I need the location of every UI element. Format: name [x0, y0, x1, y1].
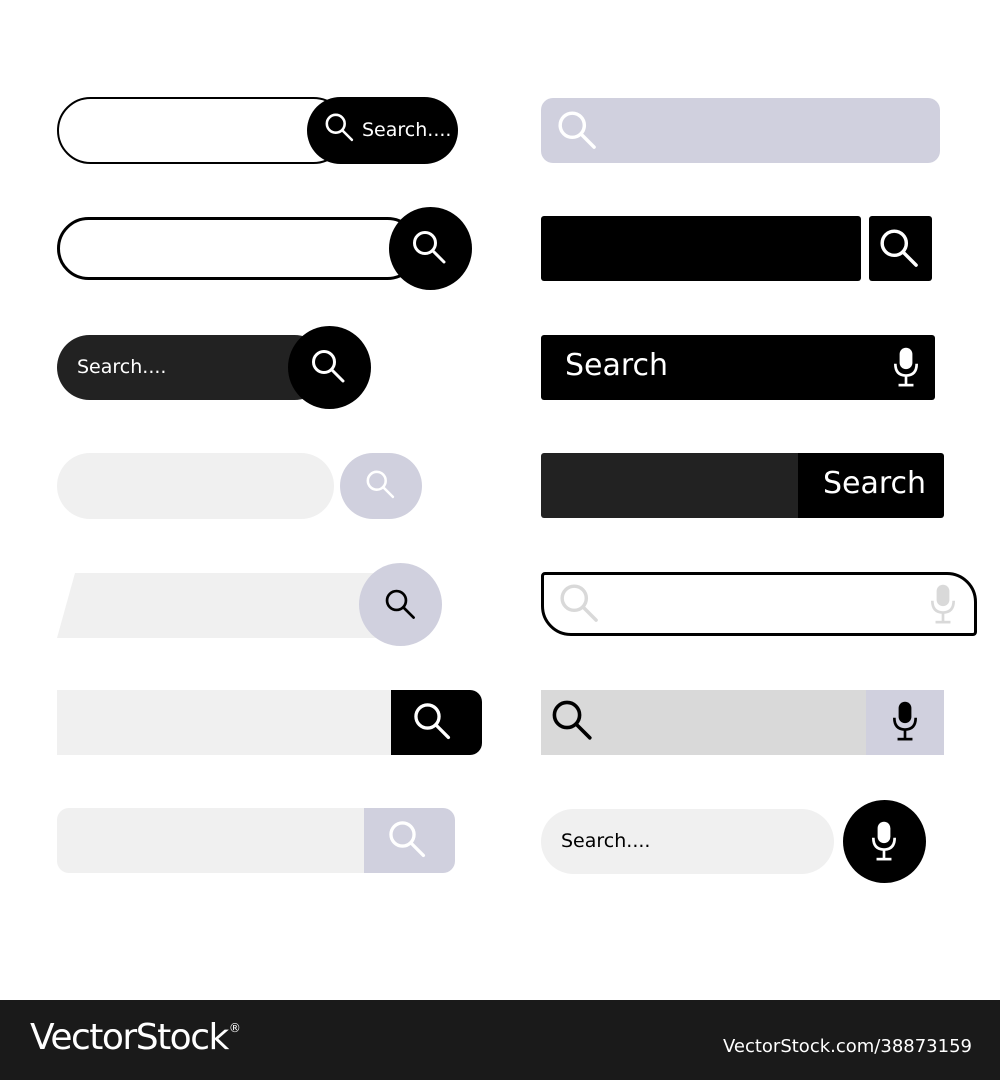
watermark-footer — [0, 1000, 1000, 1080]
search-button[interactable] — [288, 326, 371, 409]
search-input[interactable] — [541, 216, 861, 281]
microphone-icon[interactable] — [890, 343, 922, 391]
microphone-button[interactable] — [866, 690, 944, 755]
search-bar-black-with-mic[interactable] — [541, 335, 935, 400]
search-button[interactable] — [798, 453, 944, 518]
search-input[interactable] — [57, 573, 392, 638]
search-bar-gray-with-mic-button — [541, 690, 944, 755]
search-icon — [410, 228, 450, 268]
search-bar-black-square-button — [541, 216, 932, 281]
search-icon — [549, 697, 597, 745]
search-button-label: Search.... — [362, 119, 452, 141]
search-bar-dark-with-text-button — [541, 453, 944, 518]
search-bar-flat-dark-button — [57, 690, 482, 755]
search-placeholder: Search.... — [561, 830, 651, 852]
search-icon — [877, 226, 923, 272]
search-button[interactable] — [340, 453, 422, 519]
search-bar-pill-with-mic-circle — [541, 800, 926, 883]
search-placeholder: Search — [565, 348, 669, 383]
search-icon — [386, 818, 430, 862]
microphone-icon — [868, 815, 900, 867]
search-icon — [309, 347, 349, 387]
search-bar-dark-with-placeholder — [57, 326, 371, 409]
search-button-label: Search — [823, 466, 927, 501]
search-placeholder: Search.... — [77, 356, 167, 378]
search-icon — [557, 581, 603, 627]
search-input[interactable] — [57, 808, 367, 873]
search-icon — [323, 111, 357, 145]
microphone-button[interactable] — [843, 800, 926, 883]
search-bar-slanted — [57, 563, 442, 646]
search-button[interactable] — [307, 97, 458, 164]
search-input[interactable] — [57, 453, 334, 519]
search-input[interactable] — [57, 335, 327, 400]
search-icon — [411, 700, 455, 744]
brand-name: VectorStock — [30, 1017, 228, 1058]
search-bar-outlined-with-label-button — [57, 97, 458, 164]
search-icon — [555, 108, 601, 154]
microphone-icon — [889, 696, 921, 746]
search-icon — [383, 587, 419, 623]
search-icon — [364, 468, 398, 502]
search-input[interactable] — [57, 97, 347, 164]
search-input[interactable] — [57, 217, 419, 280]
search-button[interactable] — [364, 808, 455, 873]
brand-mark: ® — [228, 1021, 241, 1035]
brand-logo — [30, 1017, 241, 1058]
search-input[interactable] — [57, 690, 397, 755]
search-input[interactable] — [541, 453, 801, 518]
search-button[interactable] — [391, 690, 482, 755]
search-button[interactable] — [869, 216, 932, 281]
microphone-icon[interactable] — [927, 579, 959, 629]
search-bar-outlined-tab[interactable] — [541, 572, 977, 636]
stock-id: VectorStock.com/38873159 — [722, 1036, 972, 1057]
search-button[interactable] — [359, 563, 442, 646]
search-input[interactable] — [541, 690, 871, 755]
search-bar-flat-lavender-button — [57, 808, 455, 873]
search-bar-lavender-icon-left[interactable] — [541, 98, 940, 163]
search-button[interactable] — [389, 207, 472, 290]
search-bar-outlined-round-button — [57, 207, 472, 290]
search-bar-light-separate-button — [57, 453, 422, 519]
search-input[interactable] — [541, 809, 834, 874]
